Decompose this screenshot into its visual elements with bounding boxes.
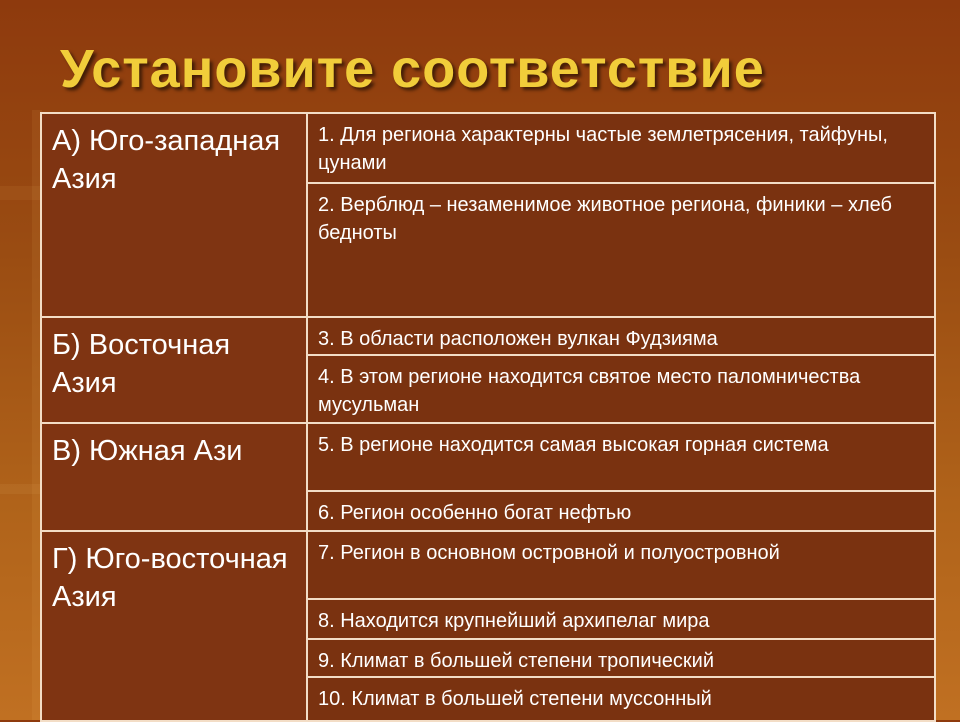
table-row xyxy=(41,113,935,183)
slide-title: Установите соответствие xyxy=(60,39,765,99)
statement-6: 6. Регион особенно богат нефтью xyxy=(307,491,935,531)
region-label-a: А) Юго-западная Азия xyxy=(41,113,307,317)
matching-table xyxy=(40,112,936,722)
statement-2: 2. Верблюд – незаменимое животное региона, финики – хлеб бедноты xyxy=(307,183,935,317)
statement-10: 10. Климат в большей степени муссонный xyxy=(307,677,935,721)
statement-5: 5. В регионе находится самая высокая горная система xyxy=(307,423,935,491)
table-row xyxy=(41,423,935,491)
statement-7: 7. Регион в основном островной и полуостровной xyxy=(307,531,935,599)
table-row xyxy=(41,317,935,355)
region-label-c: В) Южная Ази xyxy=(41,423,307,531)
region-label-d: Г) Юго-восточная Азия xyxy=(41,531,307,721)
statement-4: 4. В этом регионе находится святое место паломничества мусульман xyxy=(307,355,935,423)
region-label-b: Б) Восточная Азия xyxy=(41,317,307,423)
statement-3: 3. В области расположен вулкан Фудзияма xyxy=(307,317,935,355)
statement-1: 1. Для региона характерны частые землетрясения, тайфуны, цунами xyxy=(307,113,935,183)
statement-9: 9. Климат в большей степени тропический xyxy=(307,639,935,677)
statement-8: 8. Находится крупнейший архипелаг мира xyxy=(307,599,935,639)
table-row xyxy=(41,531,935,599)
